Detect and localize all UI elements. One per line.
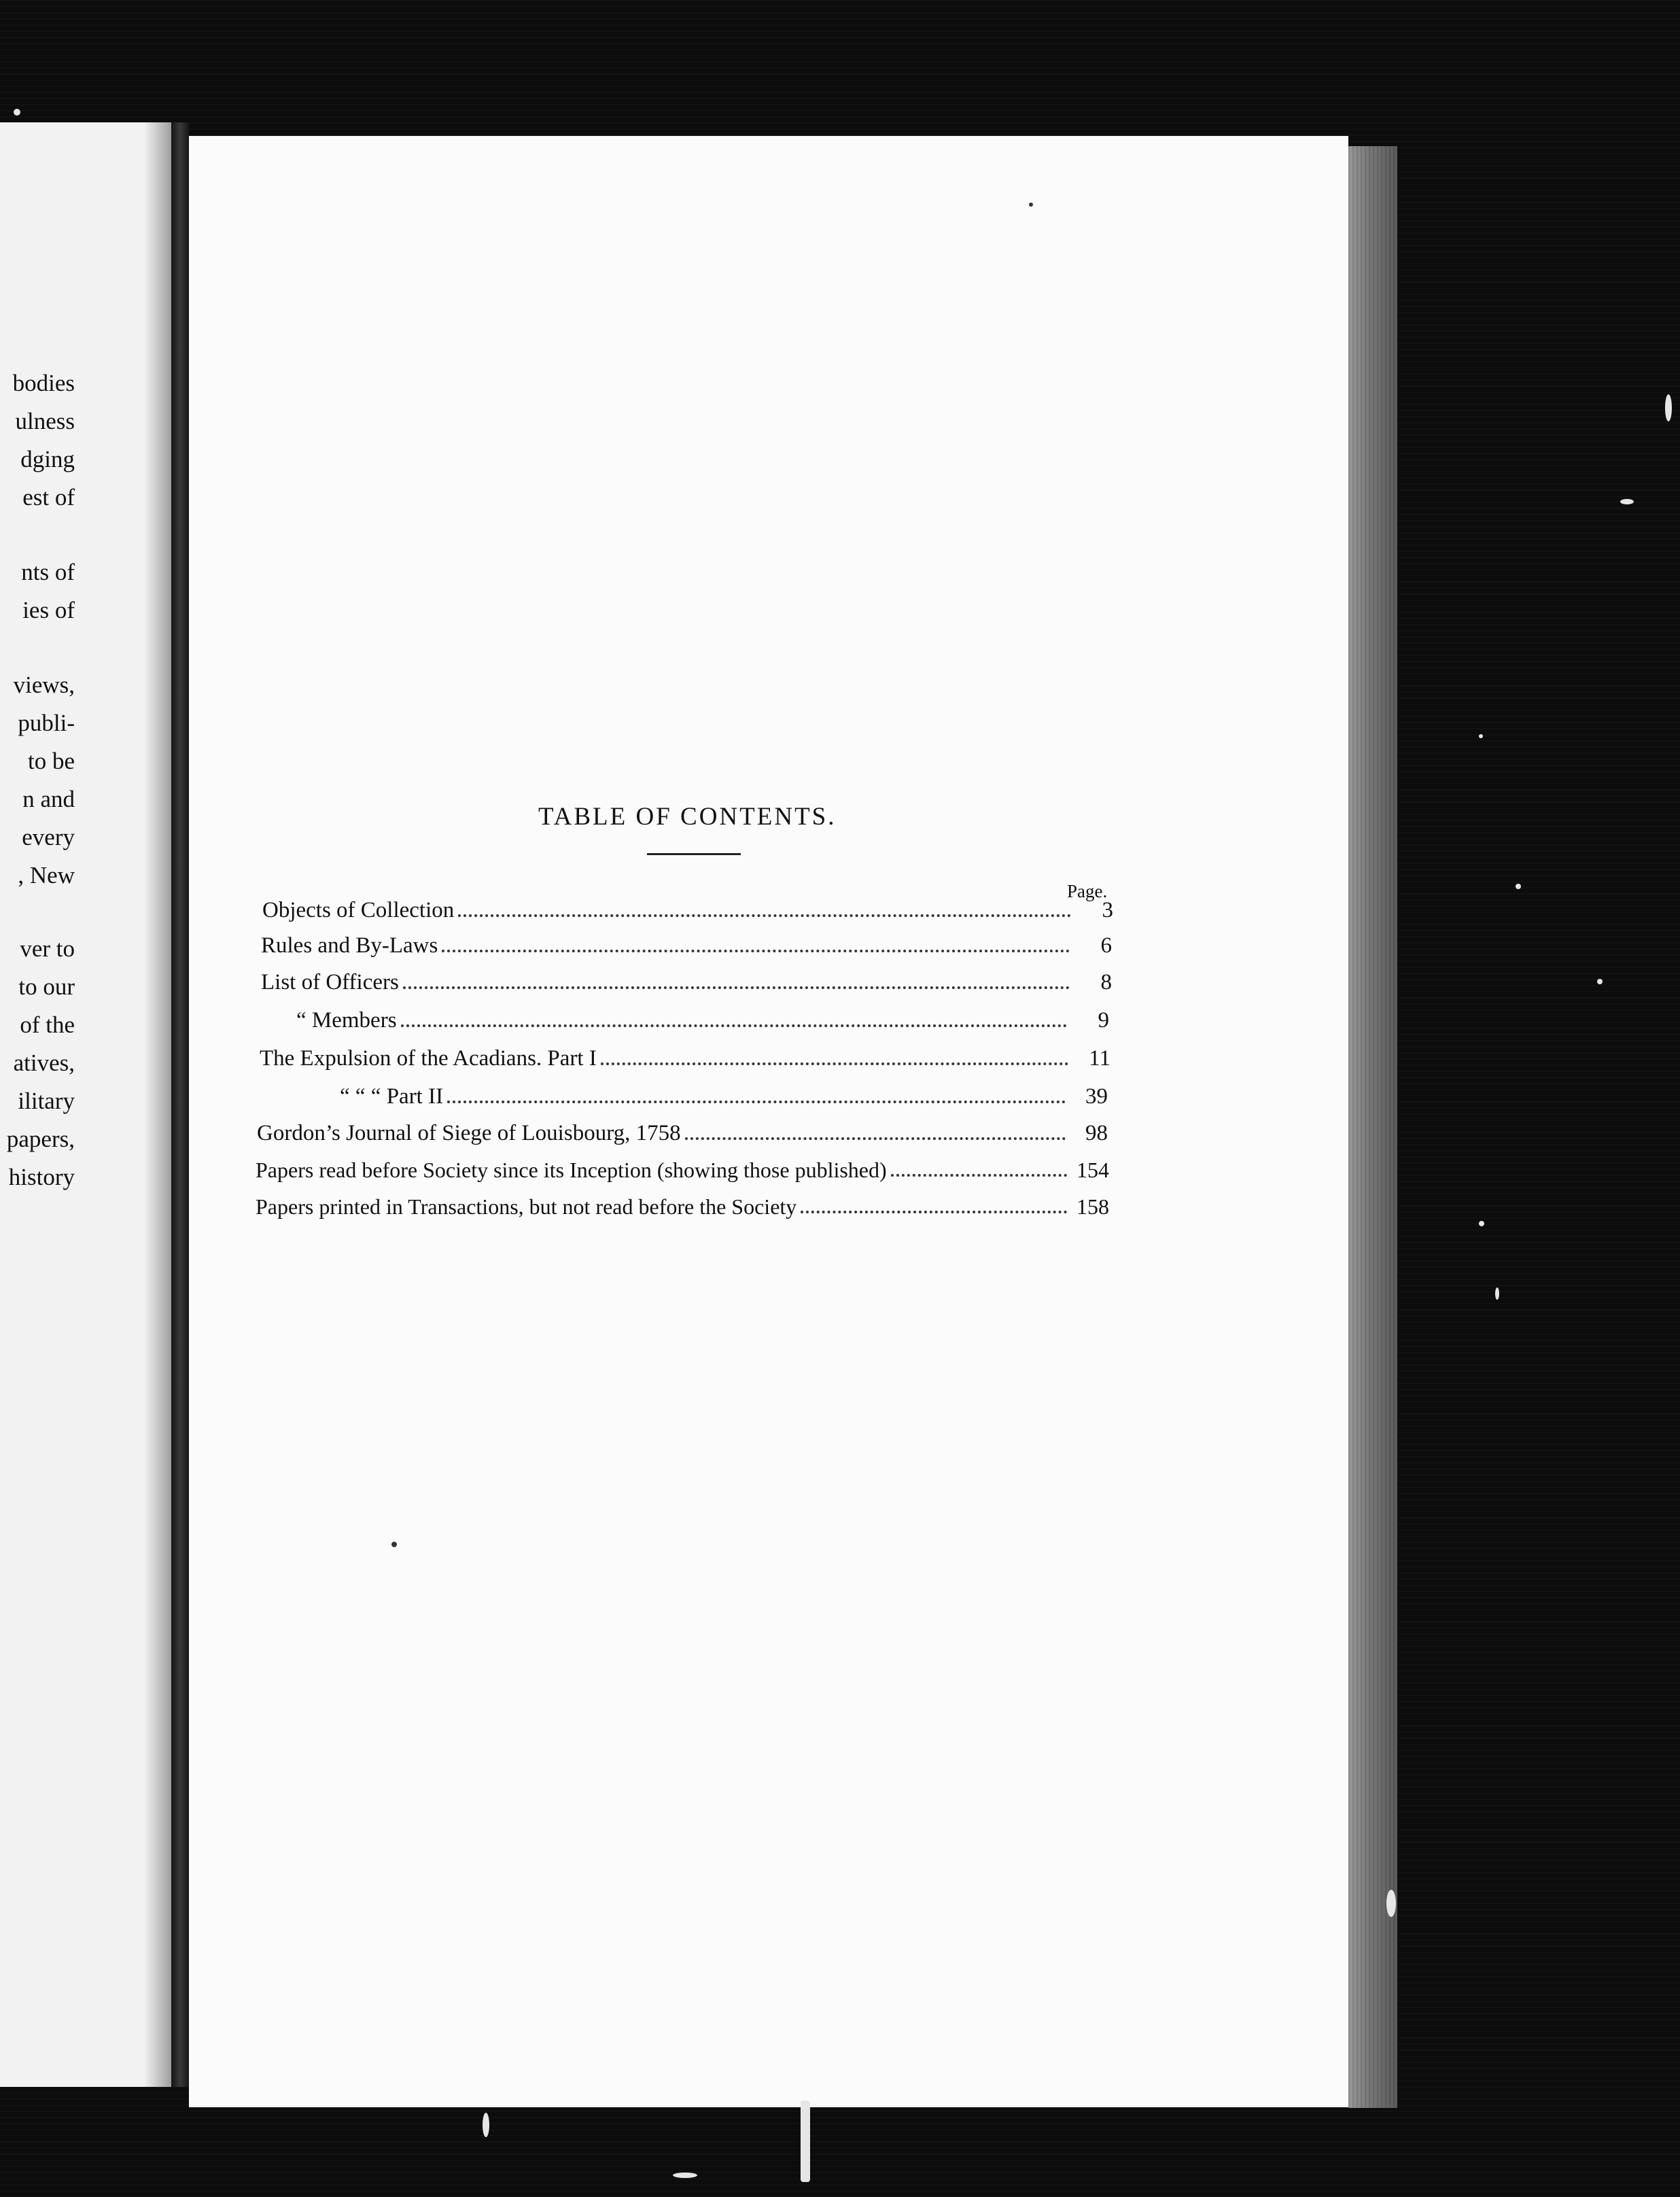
toc-leader-dots: [601, 1062, 1068, 1065]
left-page-line: atives,: [13, 1050, 75, 1076]
toc-title: TABLE OF CONTENTS.: [538, 803, 837, 831]
toc-entry-label: “ “ “ Part II: [340, 1084, 444, 1109]
toc-entry: [261, 963, 1112, 997]
toc-entry-page: 39: [1085, 1084, 1108, 1109]
toc-entry-page: 9: [1098, 1008, 1109, 1033]
toc-title-rule: [647, 853, 741, 855]
toc-entry: [262, 890, 1113, 924]
toc-entry: [296, 1001, 1109, 1035]
toc-entry: [257, 1113, 1108, 1147]
left-page-shade: [144, 122, 171, 2087]
left-page-line: publi-: [18, 710, 75, 736]
toc-leader-dots: [401, 1024, 1067, 1027]
toc-entry-label: Rules and By-Laws: [261, 933, 438, 958]
left-page-line: ulness: [15, 408, 75, 434]
scan-speck: [483, 2113, 489, 2137]
left-page-line: to be: [27, 748, 75, 774]
left-page-line: nts of: [21, 559, 75, 585]
toc-entry-label: Objects of Collection: [262, 898, 455, 922]
scan-speck: [1029, 203, 1033, 207]
toc-entry-label: List of Officers: [261, 970, 399, 994]
left-page-line: ilitary: [18, 1088, 75, 1114]
toc-entry: [340, 1077, 1108, 1111]
toc-entry-page: 6: [1100, 933, 1112, 958]
left-page-line: dging: [20, 446, 75, 472]
page-edge-texture: [1348, 146, 1397, 2108]
toc-entry-label: Papers printed in Transactions, but not read before the Society: [256, 1194, 797, 1219]
left-page-line: to our: [18, 973, 75, 1000]
scan-speck: [1479, 1221, 1484, 1226]
scan-speck: [1597, 979, 1603, 984]
toc-entry-label: Papers read before Society since its Inception (showing those published): [256, 1158, 887, 1182]
toc-entry: [260, 1039, 1110, 1073]
left-page-line: ver to: [20, 935, 75, 962]
left-page-line: history: [8, 1164, 75, 1190]
toc-leader-dots: [891, 1174, 1067, 1177]
toc-entry: [256, 1187, 1109, 1221]
scan-speck: [1620, 499, 1634, 504]
left-page-line: of the: [20, 1011, 75, 1038]
left-page-line: , New: [18, 862, 75, 888]
left-page-line: n and: [22, 786, 75, 812]
toc-entry-page: 158: [1077, 1194, 1109, 1219]
toc-leader-dots: [442, 950, 1070, 952]
left-page-line: views,: [13, 672, 75, 698]
book-gutter: [171, 122, 189, 2087]
toc-leader-dots: [447, 1101, 1066, 1103]
scan-speck: [391, 1542, 397, 1547]
toc-entry: [261, 926, 1112, 960]
scan-speck: [673, 2173, 697, 2178]
scan-speck: [1516, 884, 1521, 889]
toc-entry-page: 98: [1085, 1121, 1108, 1145]
toc-leader-dots: [801, 1211, 1067, 1213]
left-page-line: papers,: [6, 1126, 75, 1152]
toc-entry-page: 8: [1100, 970, 1112, 994]
toc-leader-dots: [403, 986, 1070, 989]
toc-entry-page: 11: [1089, 1046, 1110, 1071]
scan-speck: [1495, 1287, 1499, 1300]
toc-leader-dots: [458, 914, 1071, 917]
scan-speck: [801, 2100, 810, 2182]
left-page-line: bodies: [12, 370, 75, 396]
toc-entry-label: Gordon’s Journal of Siege of Louisbourg, 1758: [257, 1121, 681, 1145]
scan-speck: [1665, 394, 1672, 421]
left-page-line: est of: [22, 484, 75, 511]
left-page: [0, 122, 171, 2087]
left-page-line: every: [22, 824, 75, 850]
toc-entry-label: “ Members: [296, 1008, 397, 1033]
scan-speck: [1479, 734, 1483, 738]
toc-entry-page: 3: [1102, 898, 1113, 922]
toc-entry: [256, 1150, 1109, 1184]
scan-speck: [14, 109, 20, 116]
toc-entry-label: The Expulsion of the Acadians. Part I: [260, 1046, 597, 1071]
toc-entry-page: 154: [1077, 1158, 1109, 1182]
scan-speck: [1386, 1890, 1396, 1917]
toc-leader-dots: [685, 1137, 1066, 1140]
left-page-line: ies of: [22, 597, 75, 623]
toc-page-heading: Page.: [1067, 881, 1108, 901]
